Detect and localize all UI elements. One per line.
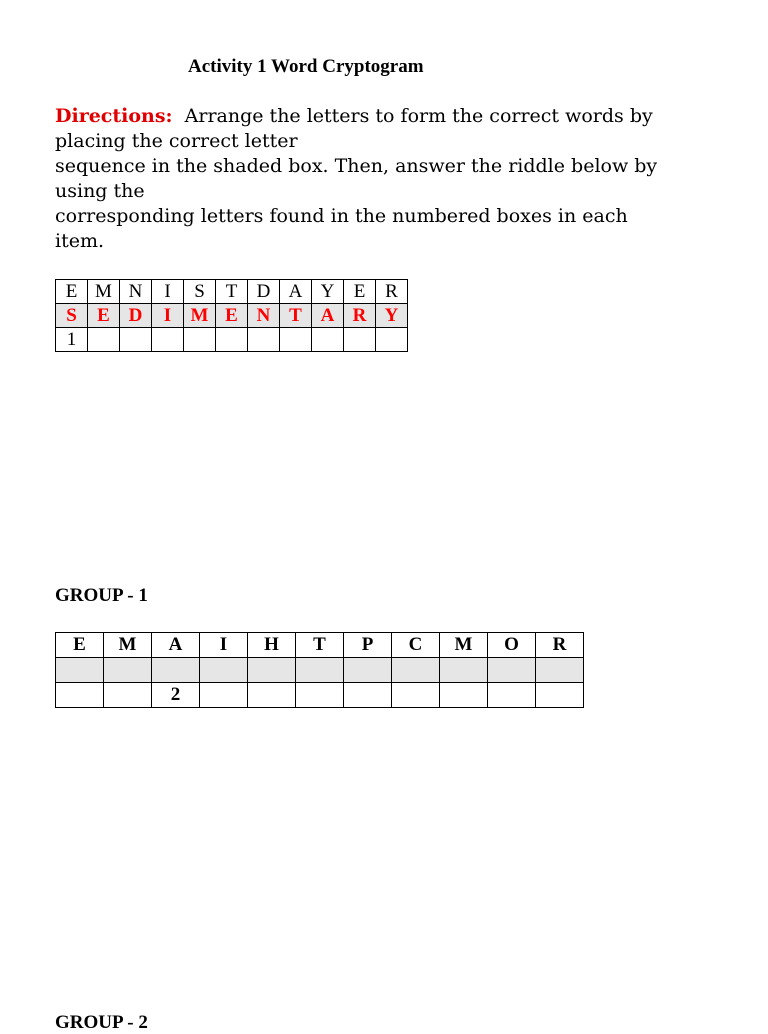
- number-cell: 1: [56, 328, 88, 352]
- example-cryptogram-table: [55, 279, 408, 352]
- answer-letter-cell[interactable]: [392, 658, 440, 683]
- answer-letter-cell: N: [248, 304, 280, 328]
- scrambled-letter-cell: S: [184, 280, 216, 304]
- scrambled-letter-cell: N: [120, 280, 152, 304]
- group-1-number-row[interactable]: [56, 683, 584, 708]
- answer-letter-cell[interactable]: [200, 658, 248, 683]
- number-cell[interactable]: [56, 683, 104, 708]
- number-cell: [312, 328, 344, 352]
- number-cell[interactable]: [344, 683, 392, 708]
- scrambled-letter-cell: T: [216, 280, 248, 304]
- number-cell[interactable]: [488, 683, 536, 708]
- scrambled-letter-cell: D: [248, 280, 280, 304]
- answer-letter-cell[interactable]: [296, 658, 344, 683]
- answer-letter-cell: M: [184, 304, 216, 328]
- answer-letter-cell[interactable]: [344, 658, 392, 683]
- answer-letter-cell: R: [344, 304, 376, 328]
- answer-letter-cell[interactable]: [56, 658, 104, 683]
- directions-line-2: placing the correct letter: [55, 130, 298, 152]
- scrambled-letter-cell: M: [104, 633, 152, 658]
- number-cell: [152, 328, 184, 352]
- scrambled-letter-cell: R: [536, 633, 584, 658]
- directions-label: Directions:: [55, 105, 173, 127]
- answer-letter-cell[interactable]: [440, 658, 488, 683]
- scrambled-letter-cell: M: [440, 633, 488, 658]
- number-cell[interactable]: [440, 683, 488, 708]
- activity-title: Activity 1 Word Cryptogram: [188, 56, 424, 77]
- scrambled-letter-cell: T: [296, 633, 344, 658]
- scrambled-letter-cell: A: [280, 280, 312, 304]
- answer-letter-cell[interactable]: [248, 658, 296, 683]
- scrambled-letter-cell: M: [88, 280, 120, 304]
- answer-letter-cell[interactable]: [536, 658, 584, 683]
- answer-letter-cell: E: [216, 304, 248, 328]
- number-cell[interactable]: [200, 683, 248, 708]
- number-cell: [376, 328, 408, 352]
- directions-text-1: Arrange the letters to form the correct words by: [184, 105, 653, 127]
- scrambled-letter-cell: E: [344, 280, 376, 304]
- directions-line-1: [55, 104, 735, 129]
- number-cell: [344, 328, 376, 352]
- example-scrambled-row: [56, 280, 408, 304]
- group-1-cryptogram-table: [55, 632, 584, 708]
- scrambled-letter-cell: O: [488, 633, 536, 658]
- number-cell: [184, 328, 216, 352]
- answer-letter-cell[interactable]: [488, 658, 536, 683]
- scrambled-letter-cell: H: [248, 633, 296, 658]
- number-cell: [216, 328, 248, 352]
- answer-letter-cell[interactable]: [152, 658, 200, 683]
- scrambled-letter-cell: E: [56, 633, 104, 658]
- answer-letter-cell: D: [120, 304, 152, 328]
- scrambled-letter-cell: I: [152, 280, 184, 304]
- scrambled-letter-cell: P: [344, 633, 392, 658]
- answer-letter-cell[interactable]: [104, 658, 152, 683]
- answer-letter-cell: T: [280, 304, 312, 328]
- answer-letter-cell: Y: [376, 304, 408, 328]
- number-cell: [248, 328, 280, 352]
- number-cell[interactable]: [104, 683, 152, 708]
- answer-letter-cell: I: [152, 304, 184, 328]
- directions-line-3: sequence in the shaded box. Then, answer the riddle below by: [55, 155, 658, 177]
- scrambled-letter-cell: Y: [312, 280, 344, 304]
- group-2-heading: GROUP - 2: [55, 1012, 148, 1033]
- group-1-heading: GROUP - 1: [55, 585, 148, 606]
- answer-letter-cell: E: [88, 304, 120, 328]
- example-answer-row: [56, 304, 408, 328]
- number-cell[interactable]: [536, 683, 584, 708]
- example-number-row: [56, 328, 408, 352]
- number-cell[interactable]: [296, 683, 344, 708]
- number-cell: [280, 328, 312, 352]
- number-cell: [88, 328, 120, 352]
- scrambled-letter-cell: E: [56, 280, 88, 304]
- scrambled-letter-cell: I: [200, 633, 248, 658]
- number-cell: [120, 328, 152, 352]
- scrambled-letter-cell: R: [376, 280, 408, 304]
- group-1-scrambled-row: [56, 633, 584, 658]
- group-1-answer-row[interactable]: [56, 658, 584, 683]
- number-cell[interactable]: [392, 683, 440, 708]
- answer-letter-cell: A: [312, 304, 344, 328]
- scrambled-letter-cell: C: [392, 633, 440, 658]
- number-cell[interactable]: [248, 683, 296, 708]
- directions-line-5: corresponding letters found in the numbered boxes in each: [55, 205, 628, 227]
- answer-letter-cell: S: [56, 304, 88, 328]
- directions-paragraph: [55, 104, 735, 254]
- directions-line-4: using the: [55, 180, 145, 202]
- directions-line-6: item.: [55, 230, 105, 252]
- number-cell[interactable]: 2: [152, 683, 200, 708]
- scrambled-letter-cell: A: [152, 633, 200, 658]
